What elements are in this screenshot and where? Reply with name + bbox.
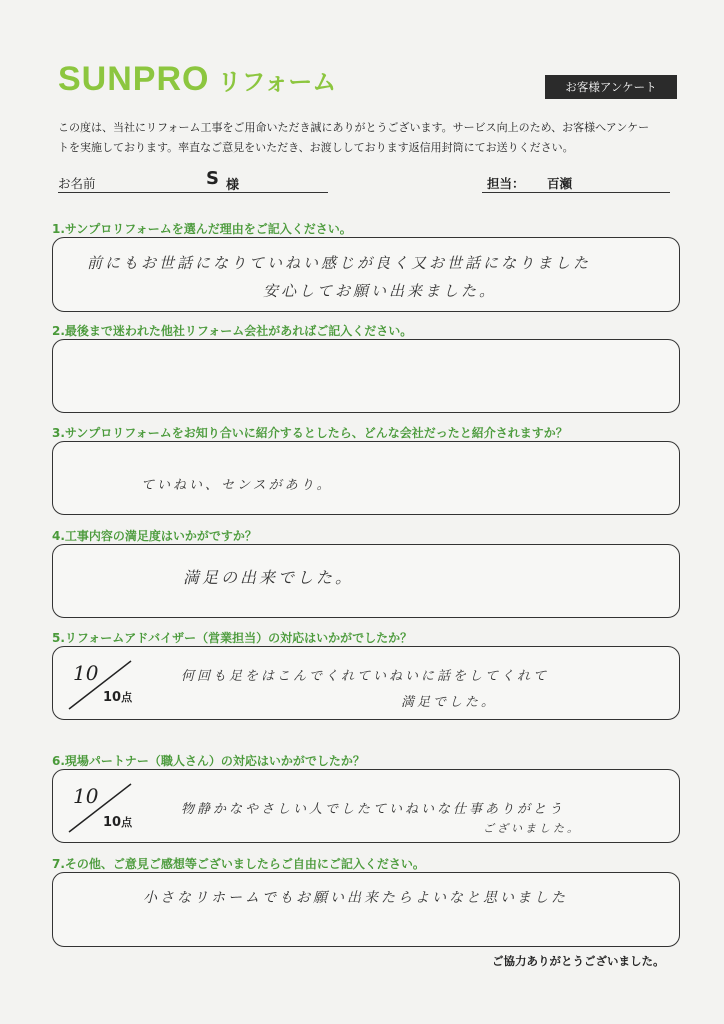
- intro-line-2: トを実施しております。率直なご意見をいただき、お渡ししております返信用封筒にてお送りください。: [58, 141, 574, 154]
- survey-badge: お客様アンケート: [545, 75, 677, 99]
- question-6-answer-box: [52, 769, 680, 843]
- question-1-title: 1.サンプロリフォームを選んだ理由をご記入ください。: [52, 222, 352, 236]
- question-7-title: 7.その他、ご意見ご感想等ございましたらご自由にご記入ください。: [52, 857, 425, 871]
- name-value: S: [206, 168, 219, 189]
- question-6-answer-line-1: 物静かなやさしい人でしたていねいな仕事ありがとう: [181, 802, 566, 817]
- question-6-answer-line-2: ございました。: [483, 822, 581, 835]
- logo-subtitle: リフォーム: [217, 68, 337, 96]
- question-5-title: 5.リフォームアドバイザー（営業担当）の対応はいかがでしたか？: [52, 631, 413, 645]
- staff-value: 百瀬: [547, 176, 573, 191]
- intro-line-1: この度は、当社にリフォーム工事をご用命いただき誠にありがとうございます。サービス向上のため、お客様へアンケー: [58, 121, 650, 134]
- intro-text: [58, 118, 688, 158]
- question-1-answer-box: [52, 237, 680, 312]
- question-5-answer-line-2: 満足でした。: [401, 695, 498, 710]
- question-6-score-max: [103, 814, 132, 830]
- question-6-score-unit: 点: [121, 816, 133, 829]
- question-5-answer-line-1: 何回も足をはこんでくれていねいに話をしてくれて: [181, 669, 550, 684]
- question-4-answer-line-1: 満足の出来でした。: [183, 568, 355, 587]
- customer-name-field: [58, 168, 328, 193]
- question-5-score-unit: 点: [121, 691, 133, 704]
- question-5-score-max-value: 10: [103, 690, 122, 705]
- question-3-answer-line-1: ていねい、センスがあり。: [141, 478, 333, 493]
- staff-field: [482, 168, 670, 193]
- question-5-answer-box: [52, 646, 680, 720]
- question-7-answer-line-1: 小さなリホームでもお願い出来たらよいなと思いました: [143, 890, 568, 906]
- question-6-score-max-value: 10: [103, 815, 122, 830]
- question-7-answer-box: [52, 872, 680, 947]
- question-1-answer-line-2: 安心してお願い出来ました。: [263, 282, 498, 300]
- question-3-title: 3.サンプロリフォームをお知り合いに紹介するとしたら、どんな会社だったと紹介されますか？: [52, 426, 568, 440]
- staff-label: 担当：: [487, 176, 525, 191]
- question-4-answer-box: [52, 544, 680, 618]
- question-2-answer-box: [52, 339, 680, 413]
- question-5-score-max: [103, 689, 132, 705]
- question-4-title: 4.工事内容の満足度はいかがですか？: [52, 529, 257, 543]
- logo: [58, 60, 336, 99]
- thanks-message: ご協力ありがとうございました。: [492, 954, 665, 968]
- question-6-score: 10: [73, 784, 99, 808]
- logo-brand: SUNPRO: [58, 60, 210, 98]
- question-5-score: 10: [73, 661, 99, 685]
- name-suffix: 様: [226, 178, 240, 193]
- name-label: お名前: [58, 176, 96, 191]
- question-1-answer-line-1: 前にもお世話になりていねい感じが良く又お世話になりました: [87, 254, 592, 272]
- question-6-title: 6.現場パートナー（職人さん）の対応はいかがでしたか？: [52, 754, 365, 768]
- question-2-title: 2.最後まで迷われた他社リフォーム会社があればご記入ください。: [52, 324, 413, 338]
- question-3-answer-box: [52, 441, 680, 515]
